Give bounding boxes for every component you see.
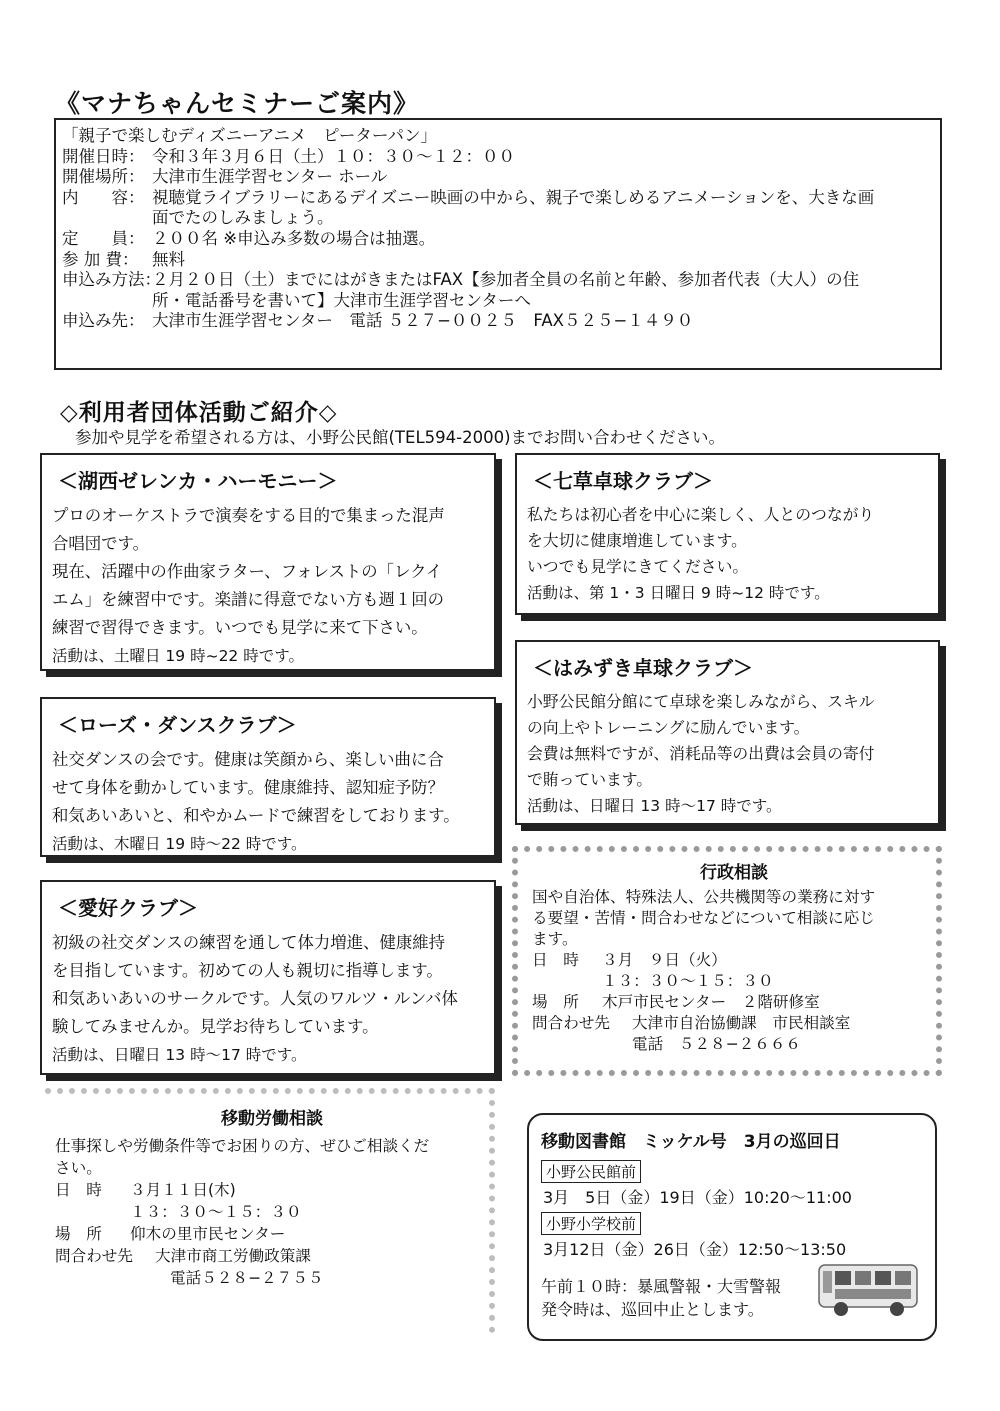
- club-text: 小野公民館分館にて卓球を楽しみながら、スキル: [527, 692, 875, 711]
- club-title: ＜はみずき卓球クラブ＞: [533, 656, 753, 680]
- library-note: 発令時は、巡回中止とします。: [541, 1300, 764, 1319]
- club-text: の向上やトレーニングに励んでいます。: [527, 718, 810, 737]
- club-text: を目指しています。初めての人も親切に指導します。: [52, 961, 443, 980]
- club-text: 初級の社交ダンスの練習を通して体力増進、健康維持: [52, 933, 446, 952]
- club-text: 和気あいあいと、和やかムードで練習をしております。: [52, 806, 460, 825]
- seminar-row: 開催場所： 大津市生涯学習センター ホール: [62, 167, 388, 187]
- club-activity: 活動は、木曜日 19 時～22 時です。: [52, 835, 307, 853]
- gyosei-tel: 電話 ５２８−２６６６: [632, 1035, 802, 1053]
- rodo-contact: 問合わせ先 大津市商工労働政策課: [55, 1247, 311, 1265]
- groups-intro: 参加や見学を希望される方は、小野公民館(TEL594-2000)までお問い合わせください。: [75, 428, 726, 447]
- library-stop-1: 小野公民館前: [541, 1160, 935, 1183]
- club-text: 験してみませんか。見学お待ちしています。: [52, 1017, 379, 1036]
- club-box-rose: [40, 697, 496, 857]
- seminar-row: 申込み先： 大津市生涯学習センター 電話 ５２７−００２５ FAX５２５−１４９０: [62, 311, 694, 331]
- club-activity: 活動は、第 1・3 日曜日 9 時~12 時です。: [527, 584, 830, 602]
- gyosei-text: る要望・苦情・問合わせなどについて相談に応じ: [532, 909, 875, 927]
- gyosei-text: 国や自治体、特殊法人、公共機関等の業務に対す: [532, 888, 876, 906]
- club-box-hamizuki: [515, 640, 940, 825]
- seminar-row: 参 加 費： 無料: [62, 249, 185, 269]
- club-box-aiko: [40, 880, 496, 1075]
- rodo-text: 仕事探しや労働条件等でお困りの方、ぜひご相談くだ: [55, 1137, 430, 1155]
- gyosei-place: 場 所 木戸市民センター ２階研修室: [532, 993, 820, 1011]
- rodo-text: さい。: [55, 1159, 102, 1177]
- seminar-row: 面でたのしみましょう。: [152, 208, 334, 228]
- club-text: を大切に健康増進しています。: [527, 531, 747, 550]
- rodo-time: １３：３０～１５：３０: [130, 1203, 302, 1221]
- club-activity: 活動は、土曜日 19 時~22 時です。: [52, 647, 304, 665]
- gyosei-contact: 問合わせ先 大津市自治協働課 市民相談室: [532, 1014, 851, 1032]
- club-text: エム」を練習中です。楽譜に得意でない方も週１回の: [52, 590, 445, 609]
- club-text: 社交ダンスの会です。健康は笑顔から、楽しい曲に合: [52, 750, 444, 769]
- library-stop-2-times: 3月12日（金）26日（金）12:50～13:50: [543, 1240, 847, 1259]
- rodo-date: 日 時 ３月１１日(木): [55, 1181, 236, 1199]
- club-text: 合唱団です。: [52, 534, 150, 553]
- seminar-heading: 《マナちゃんセミナーご案内》: [55, 89, 420, 118]
- rodo-place: 場 所 仰木の里市民センター: [55, 1225, 286, 1243]
- club-text: せて身体を動かしています。健康維持、認知症予防？: [52, 778, 445, 797]
- library-note: 午前１０時：暴風警報・大雪警報: [541, 1277, 782, 1296]
- mobile-library-box: [527, 1113, 937, 1341]
- club-text: 和気あいあいのサークルです。人気のワルツ・ルンバ体: [52, 989, 458, 1008]
- club-text: いつでも見学にきてください。: [527, 557, 749, 576]
- seminar-title: 「親子で楽しむディズニーアニメ ピーターパン」: [62, 126, 438, 145]
- seminar-row: 内 容： 視聴覚ライブラリーにあるデイズニー映画の中から、親子で楽しめるアニメーションを、大きな画: [62, 187, 875, 207]
- seminar-row: 所・電話番号を書いて】大津市生涯学習センターへ: [152, 290, 531, 310]
- gyosei-box: [512, 846, 942, 1076]
- club-text: 私たちは初心者を中心に楽しく、人とのつながり: [527, 505, 875, 524]
- seminar-row: 申込み方法：２月２０日（土）までにはがきまたはFAX【参加者全員の名前と年齢、参加者代表（大人）の住: [62, 270, 860, 290]
- club-title: ＜七草卓球クラブ＞: [533, 469, 713, 493]
- club-box-nanakusa: [515, 453, 940, 615]
- seminar-info-box: [54, 118, 942, 370]
- club-activity: 活動は、日曜日 13 時～17 時です。: [52, 1046, 307, 1064]
- gyosei-text: ます。: [532, 930, 578, 948]
- seminar-row: 開催日時： 令和３年３月６日（土）１０：３０～１２：００: [62, 146, 515, 166]
- club-text: 練習で習得できます。いつでも見学に来て下さい。: [52, 618, 428, 637]
- rodo-box: [45, 1088, 495, 1333]
- rodo-tel: 電話５２８−２７５５: [170, 1269, 324, 1287]
- club-activity: 活動は、日曜日 13 時～17 時です。: [527, 797, 782, 815]
- club-title: ＜ローズ・ダンスクラブ＞: [58, 713, 297, 737]
- club-text: プロのオーケストラで演奏をする目的で集まった混声: [52, 506, 445, 525]
- club-title: ＜愛好クラブ＞: [58, 896, 198, 920]
- gyosei-date: 日 時 ３月 ９日（火）: [532, 951, 727, 969]
- bus-icon: [815, 1259, 923, 1321]
- seminar-row: 定 員： ２００名 ※申込み多数の場合は抽選。: [62, 228, 436, 248]
- club-text: で賄っています。: [527, 770, 653, 789]
- rodo-title: 移動労働相談: [221, 1109, 323, 1129]
- club-text: 会費は無料ですが、消耗品等の出費は会員の寄付: [527, 744, 875, 763]
- library-stop-1-times: 3月 5日（金）19日（金）10:20～11:00: [543, 1188, 852, 1207]
- groups-heading: ◇利用者団体活動ご紹介◇: [60, 400, 338, 426]
- club-title: ＜湖西ゼレンカ・ハーモニー＞: [58, 469, 338, 493]
- club-box-kosei: [40, 453, 496, 671]
- library-stop-2: 小野小学校前: [541, 1212, 935, 1235]
- gyosei-title: 行政相談: [700, 863, 768, 883]
- library-title: 移動図書館 ミッケル号 3月の巡回日: [541, 1132, 841, 1152]
- club-text: 現在、活躍中の作曲家ラター、フォレストの「レクイ: [52, 562, 443, 581]
- gyosei-time: １３：３０～１５：３０: [602, 972, 774, 990]
